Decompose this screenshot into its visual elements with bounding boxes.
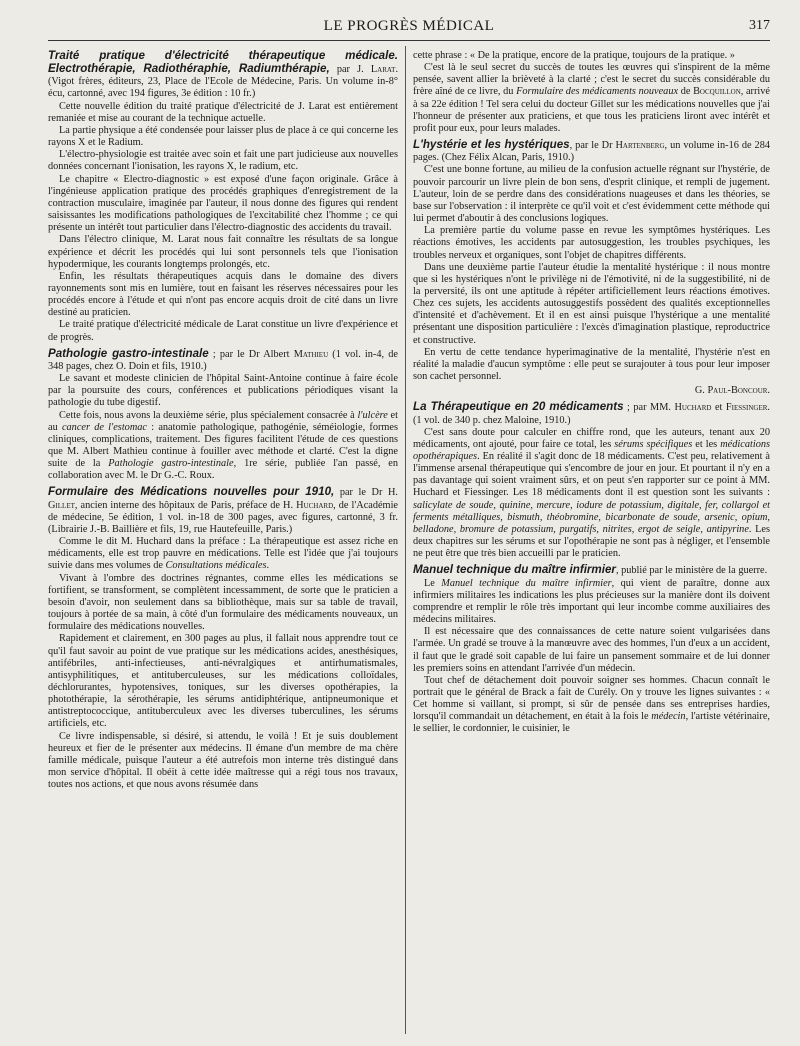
book-title: Manuel technique du maître infirmier — [413, 563, 616, 577]
paragraph: Le Manuel technique du maître infirmier, qui vient de paraître, donne aux infirmiers militaires les indications les plus précieuses sur la manière dont ils doivent comprendre et remplir le rôle très important qui leur incombe comme auxiliaires des médecins militaires. — [413, 577, 771, 626]
paragraph: C'est là le seul secret du succès de toutes les œuvres qui s'inspirent de la même pensée, savent allier la brièveté à la clarté ; c'est le secret du succès considérable du frère aîné de ce livre, du Formulaire des médicaments nouveaux de Bocquillon, arrivé à sa 22e édition ! Tel sera celui du docteur Gillet sur les médications nouvelles que j'ai l'honneur de présenter aux praticiens, et que tous les praticiens liront avec intérêt et profit pour eux, pour leurs malades. — [413, 62, 770, 134]
author-name: Mathieu — [293, 348, 329, 360]
left-column — [48, 50, 398, 791]
page-number: 317 — [749, 18, 770, 33]
author-name: Huchard — [674, 402, 712, 414]
paragraph: En vertu de cette tendance hyperimaginative de la mentalité, l'hystérie n'est en réalité la maladie d'aucun symptôme : elle peut se surajouter à tous pour leur imposer son cachet personnel. — [413, 346, 770, 383]
paragraph: Comme le dit M. Huchard dans la préface : La thérapeutique est assez riche en médicaments, elle est trop pauvre en médications. Telle est l'idée que j'ai toujours suivie dans mes volumes de Consultations médicales. — [48, 536, 398, 572]
review-entry-heading: L'hystérie et les hystériques, par le Dr Hartenberg, un volume in-16 de 284 pages. (Chez Félix Alcan, Paris, 1910.) — [413, 138, 770, 164]
publication-info: (1 vol. in-4, de 348 pages, chez O. Doin et fils, 1910.) — [48, 348, 398, 372]
journal-title: LE PROGRÈS MÉDICAL — [323, 18, 495, 34]
review-entry-heading: Formulaire des Médications nouvelles pour 1910, par le Dr H. Gillet, ancien interne des hôpitaux de Paris, préface de H. Huchard, de l'Académie de médecine, 5e édition, 1 vol. in-18 de 300 pages, avec figures, cartonné, 3 fr. (Librairie J.-B. Baillière et fils, 19, rue Hautefeuille, Paris.) — [48, 485, 398, 535]
paragraph: Enfin, les résultats thérapeutiques acquis dans le domaine des divers rayonnements sont mis en lumière, tout en faisant les réserves nécessaires pour les procédés encore à l'étude et qui n'ont pas encore acquis droit de cité dans un livre destiné au praticien. — [48, 270, 398, 319]
review-entry-heading — [413, 564, 770, 577]
publication-info: , publié par le ministère de la guerre. — [615, 565, 768, 577]
paragraph: Dans l'électro clinique, M. Larat nous fait connaître les résultats de sa longue expérience et décrit les procédés qui lui sont personnels tels que l'ionisation hypodermique, les courants longtemps prolongés, etc. — [48, 234, 398, 270]
author-name: Larat — [370, 64, 396, 76]
paragraph: cette phrase : « De la pratique, encore de la pratique, toujours de la pratique. » — [413, 50, 735, 61]
paragraph: La première partie du volume passe en revue les symptômes hystériques. Les réactions émotives, les accidents par autosuggestion, les troubles psychiques, les troubles nerveux et organiques, sont l'objet de chapitres différents. — [413, 225, 770, 261]
signature: G. Paul-Boncour. — [694, 385, 770, 397]
review-entry-heading: La Thérapeutique en 20 médicaments ; par MM. Huchard et Fiessinger. (1 vol. de 340 p. chez Maloine, 1910.) — [413, 400, 770, 426]
publication-info: , de l'Académie de médecine, 5e édition, 1 vol. in-18 de 300 pages, avec figures, cartonné, 3 fr. (Librairie J.-B. Baillière et fils, 19, rue Hautefeuille, Paris.) — [48, 499, 398, 535]
paragraph: Ce livre indispensable, si désiré, si attendu, le voilà ! Et je suis doublement heureux et fier de le présenter aux médecins. Il émane d'un membre de ma chère famille médicale, puisque l'auteur a été autrefois mon interne très distingué dans mon service d'hôpital. Il obéit à cette idée maîtresse qui a régi tous nos travaux, toutes nos actions, et que nous avons résumée dans — [48, 730, 398, 791]
author-name: Huchard — [296, 499, 334, 511]
author-name: Gillet — [48, 499, 75, 511]
paragraph: La partie physique a été condensée pour laisser plus de place à ce qui concerne les rayons X et le Radium. — [48, 124, 398, 149]
paragraph: Tout chef de détachement doit pouvoir soigner ses hommes. Chacun connaît le portrait que le général de Brack a fait de Curély. On y trouve les lignes suivantes : « Cet homme si vaillant, si prompt, si sûr de pensée dans ses entreprises hardies, lorsqu'il commandait un détachement, en était à la fois le médecin, l'artiste vétérinaire, le sellier, le cordonnier, le cuisinier, le — [413, 674, 770, 735]
header-rule — [48, 40, 770, 41]
paragraph: C'est sans doute pour calculer en chiffre rond, que les auteurs, tenant aux 20 médicaments, ont ajouté, pour faire ce total, les sérums spécifiques et les médications opothérapiques. En réalité il s'agit donc de 18 médicaments. C'est peu, relativement à l'immense arsenal thérapeutique qui s'encombre de jour en jour. Et pourtant il n'y en a pas davantage qui soient vraiment sûrs, et on peut s'en rapporter sur ce point à MM. Huchard et Fiessinger. Les 18 médicaments dont il est question sont les suivants : salicylate de soude, quinine, mercure, iodure de potassium, digitale, fer, collargol et ferments métalliques, bismuth, théobromine, bicarbonate de soude, arsenic, opium, belladone, bromure de potassium, purgatifs, nitrites, ergot de seigle, antipyrine. Les deux chapitres sur les sérums et sur l'opothérapie ne sont pas à négliger, et l'ensemble ne peut être que très bien accueilli par le praticien. — [413, 426, 770, 560]
paragraph: Le traité pratique d'électricité médicale de Larat constitue un livre d'expérience et de progrès. — [48, 319, 398, 343]
paragraph: Dans une deuxième partie l'auteur étudie la mentalité hystérique : il nous montre que si les hystériques n'ont le privilège ni de l'émotivité, ni de la suggestibilité, ni de la perversité, ils ont une aptitude à répéter artificiellement leurs réactions émotives. Chez ces sujets, les accidents autosuggestifs possèdent des qualités exceptionnelles d'intensité et d'achèvement. Et il en est ainsi puisque l'hystérique a une mentalité présentant une disposition particulière : l'excès d'imagination plastique, reproductrice et constructive. — [413, 261, 770, 346]
publication-info: , un volume in-16 de 284 pages. (Chez Félix Alcan, Paris, 1910.) — [413, 140, 770, 164]
book-title: Formulaire des Médications nouvelles pour 1910, — [48, 485, 335, 499]
book-title: L'hystérie et les hystériques — [413, 138, 570, 152]
book-title: Traité pratique d'électricité thérapeutique médicale. Electrothérapie, Radiothéraphie, Radiumthérapie, — [48, 49, 398, 76]
paragraph: L'électro-physiologie est traitée avec soin et fait une part judicieuse aux nouvelles données concernant l'ionisation, les rayons X, le radium, etc. — [48, 149, 398, 173]
publication-info: . (Vigot frères, éditeurs, 23, Place de l'Ecole de Médecine, Paris. Un volume in-8° écu, cartonné, avec 194 figures, 3e édition : 10 fr.) — [48, 64, 399, 100]
paragraph: C'est une bonne fortune, au milieu de la confusion actuelle régnant sur l'hystérie, de pouvoir parcourir un livre plein de bon sens, d'esprit clinique, et rempli de jugement. L'auteur, loin de se perdre dans des considérations nuageuses et dans les théories, se base sur l'observation : il interprète ce qu'il voit et c'est évidemment cette méthode qui lui permet d'aboutir à des conclusions logiques. — [413, 164, 770, 225]
paragraph: Le savant et modeste clinicien de l'hôpital Saint-Antoine continue à faire école par la poursuite des cours, conférences et publications périodiques visant la pathologie du tube digestif. — [48, 373, 398, 409]
review-entry-heading: Pathologie gastro-intestinale ; par le Dr Albert Mathieu (1 vol. in-4, de 348 pages, chez O. Doin et fils, 1910.) — [48, 346, 398, 372]
author-name: Hartenberg — [615, 140, 665, 152]
author-name: Fiessinger — [725, 402, 768, 414]
paragraph: Le chapitre « Electro-diagnostic » est exposé d'une façon originale. Grâce à l'ingénieuse application pratique des procédés graphiques d'enregistrement de la contraction musculaire, imaginée par l'auteur, il nous donne des figures qui rendent saisissantes les modifications pathologiques de l'excitabilité chez l'homme ; ce qui présente un intérêt tout particulier dans l'électro-diagnostic des accidents du travail. — [48, 173, 398, 234]
right-column — [413, 50, 770, 736]
book-title: Pathologie gastro-intestinale — [48, 346, 209, 360]
book-title: La Thérapeutique en 20 médicaments — [413, 400, 624, 414]
paragraph: Il est nécessaire que des connaissances de cette nature soient vulgarisées dans l'armée. Un gradé se trouve à la manœuvre avec des hommes, l'un d'eux a un accident, il faut que le gradé soit capable de lui faire un pansement sommaire et de lui donner les premiers soins en attendant l'arrivée d'un médecin. — [413, 626, 770, 674]
paragraph: Cette fois, nous avons la deuxième série, plus spécialement consacrée à l'ulcère et au cancer de l'estomac : anatomie pathologique, pathogénie, séméiologie, formes cliniques, complications, traitement. Des figures facilitent l'étude de ces questions que M. Albert Mathieu continue à fouiller avec méthode et clarté. C'est la digne suite de la Pathologie gastro-intestinale, 1re série, publiée l'an passé, en collaboration avec M. le Dr G.-C. Roux. — [48, 409, 399, 482]
paragraph: Vivant à l'ombre des doctrines régnantes, comme elles les médications se fortifient, se transforment, se complètent incessamment, de sorte que le praticien a besoin d'avoir, non seulement dans sa bibliothèque, mais sur sa table de travail, toujours à portée de sa main, à côté d'un formulaire des médicaments nouveaux, un formulaire des médications nouvelles. — [48, 572, 398, 633]
paragraph: Cette nouvelle édition du traité pratique d'électricité de J. Larat est entièrement remaniée et mise au courant de la technique actuelle. — [48, 100, 398, 124]
paragraph: Rapidement et clairement, en 300 pages au plus, il fallait nous apprendre tout ce qu'il faut savoir au point de vue pratique sur les médications acides, anesthésiques, antifébriles, anti-infectieuses, anti-névralgiques et antirhumatismales, antisyphilitiques, et antituberculeuses, sur les médications colloïdales, déchlorurantes, hypotensives, toniques, sur les diverses opothérapies, la photothérapie, la sérothérapie, les sérums antidiphtérique, antipneumonique et antistreptococcique, antituberculeux avec les diverses tuberculines, les sérums artificiels, etc. — [48, 633, 398, 730]
publication-info: . (1 vol. de 340 p. chez Maloine, 1910.) — [413, 402, 770, 426]
review-entry-heading: Traité pratique d'électricité thérapeutique médicale. Electrothérapie, Radiothéraphie, Radiumthérapie, par J. Larat. (Vigot frères, éditeurs, 23, Place de l'Ecole de Médecine, Paris. Un volume in-8° écu, cartonné, avec 194 figures, 3e édition : 10 fr.) — [48, 49, 399, 100]
column-divider — [405, 46, 406, 1034]
